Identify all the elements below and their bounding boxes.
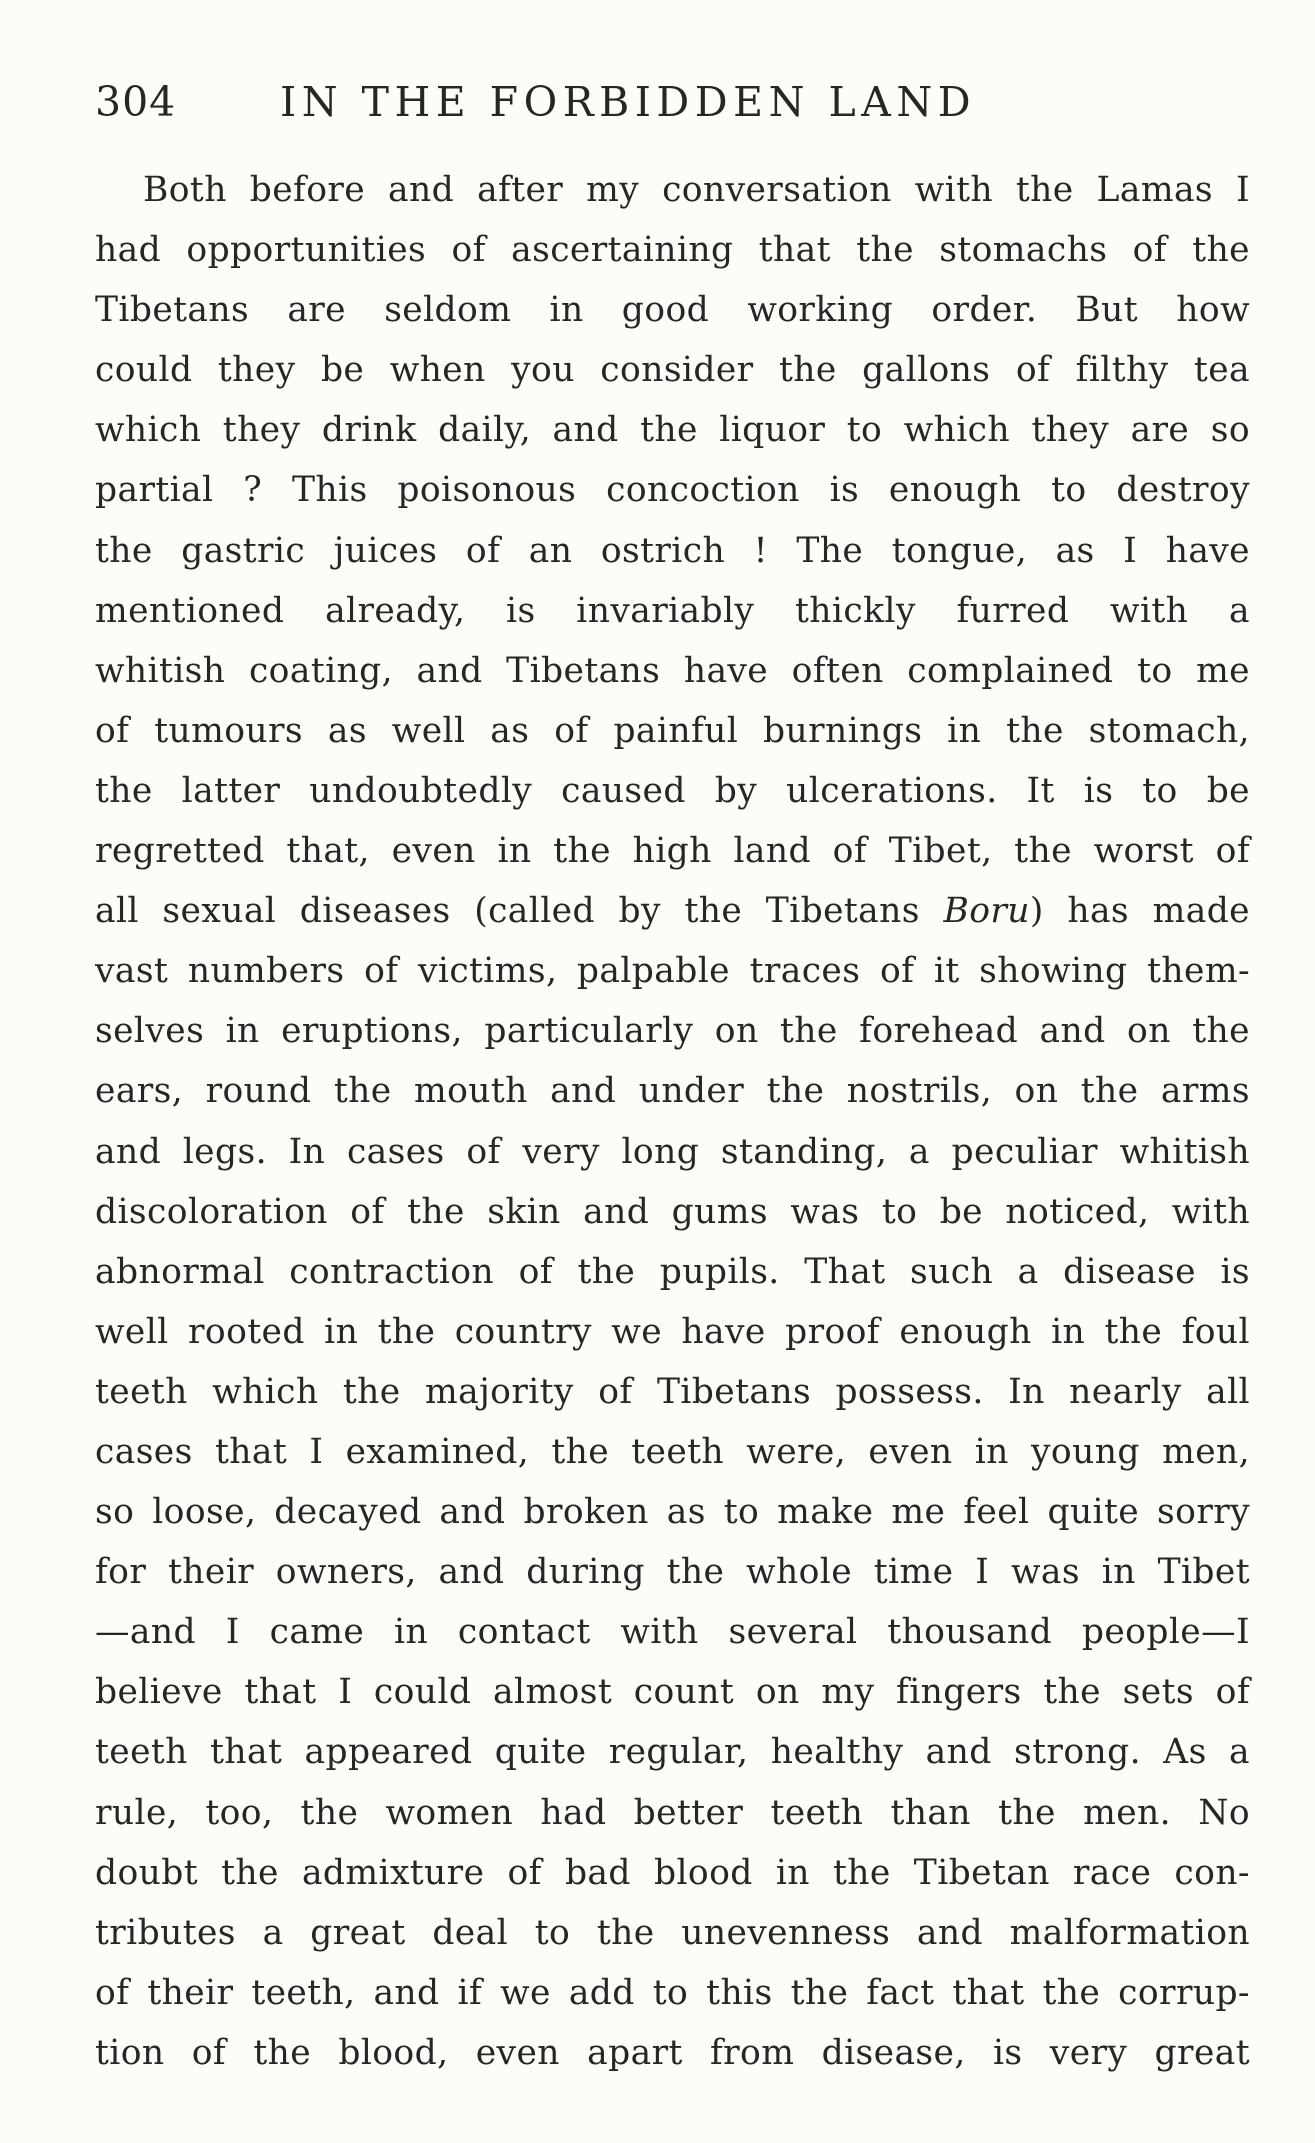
running-title: IN THE FORBIDDEN LAND [280,78,977,126]
text-segment: ) has made [1029,891,1250,932]
text-line: the latter undoubtedly caused by ulcerations. It is to be [95,770,1250,811]
text-line: believe that I could almost count on my fingers the sets of [95,1672,1250,1713]
text-line: abnormal contraction of the pupils. That such a disease is [95,1251,1250,1292]
text-line: vast numbers of victims, palpable traces of it showing them- [95,951,1250,992]
running-head [95,78,1245,138]
italic-term: Boru [943,891,1030,932]
text-line: tion of the blood, even apart from disease, is very great [95,2032,1250,2073]
text-line: well rooted in the country we have proof enough in the foul [95,1311,1250,1352]
text-line-with-italic [95,881,1250,941]
text-line: rule, too, the women had better teeth than the men. No [95,1792,1250,1833]
text-line: cases that I examined, the teeth were, even in young men, [95,1431,1250,1472]
text-line: could they be when you consider the gallons of filthy tea [95,350,1250,391]
text-line: the gastric juices of an ostrich ! The tongue, as I have [95,530,1250,571]
text-line: selves in eruptions, particularly on the forehead and on the [95,1011,1250,1052]
text-line: of tumours as well as of painful burnings in the stomach, [95,710,1250,751]
text-line: teeth that appeared quite regular, healthy and strong. As a [95,1732,1250,1773]
text-line: Tibetans are seldom in good working order. But how [95,290,1250,331]
page-number: 304 [95,78,177,126]
text-line: —and I came in contact with several thousand people—I [95,1612,1250,1653]
text-line: had opportunities of ascertaining that the stomachs of the [95,230,1250,271]
text-line: ears, round the mouth and under the nostrils, on the arms [95,1071,1250,1112]
text-line: which they drink daily, and the liquor to which they are so [95,410,1250,451]
text-line: discoloration of the skin and gums was to be noticed, with [95,1191,1250,1232]
text-line: doubt the admixture of bad blood in the Tibetan race con- [95,1852,1250,1893]
text-line: regretted that, even in the high land of Tibet, the worst of [95,831,1250,872]
text-line: partial ? This poisonous concoction is enough to destroy [95,470,1250,511]
body-paragraph [95,160,1250,2083]
text-line: for their owners, and during the whole time I was in Tibet [95,1552,1250,1593]
text-line: teeth which the majority of Tibetans possess. In nearly all [95,1371,1250,1412]
text-line: of their teeth, and if we add to this the fact that the corrup- [95,1972,1250,2013]
text-line: and legs. In cases of very long standing, a peculiar whitish [95,1131,1250,1172]
text-line: whitish coating, and Tibetans have often complained to me [95,650,1250,691]
text-line: tributes a great deal to the unevenness and malformation [95,1912,1250,1953]
text-line: so loose, decayed and broken as to make me feel quite sorry [95,1492,1250,1533]
text-line: mentioned already, is invariably thickly furred with a [95,590,1250,631]
text-segment: all sexual diseases (called by the Tibetans [95,891,944,932]
text-line: Both before and after my conversation with the Lamas I [143,170,1250,210]
